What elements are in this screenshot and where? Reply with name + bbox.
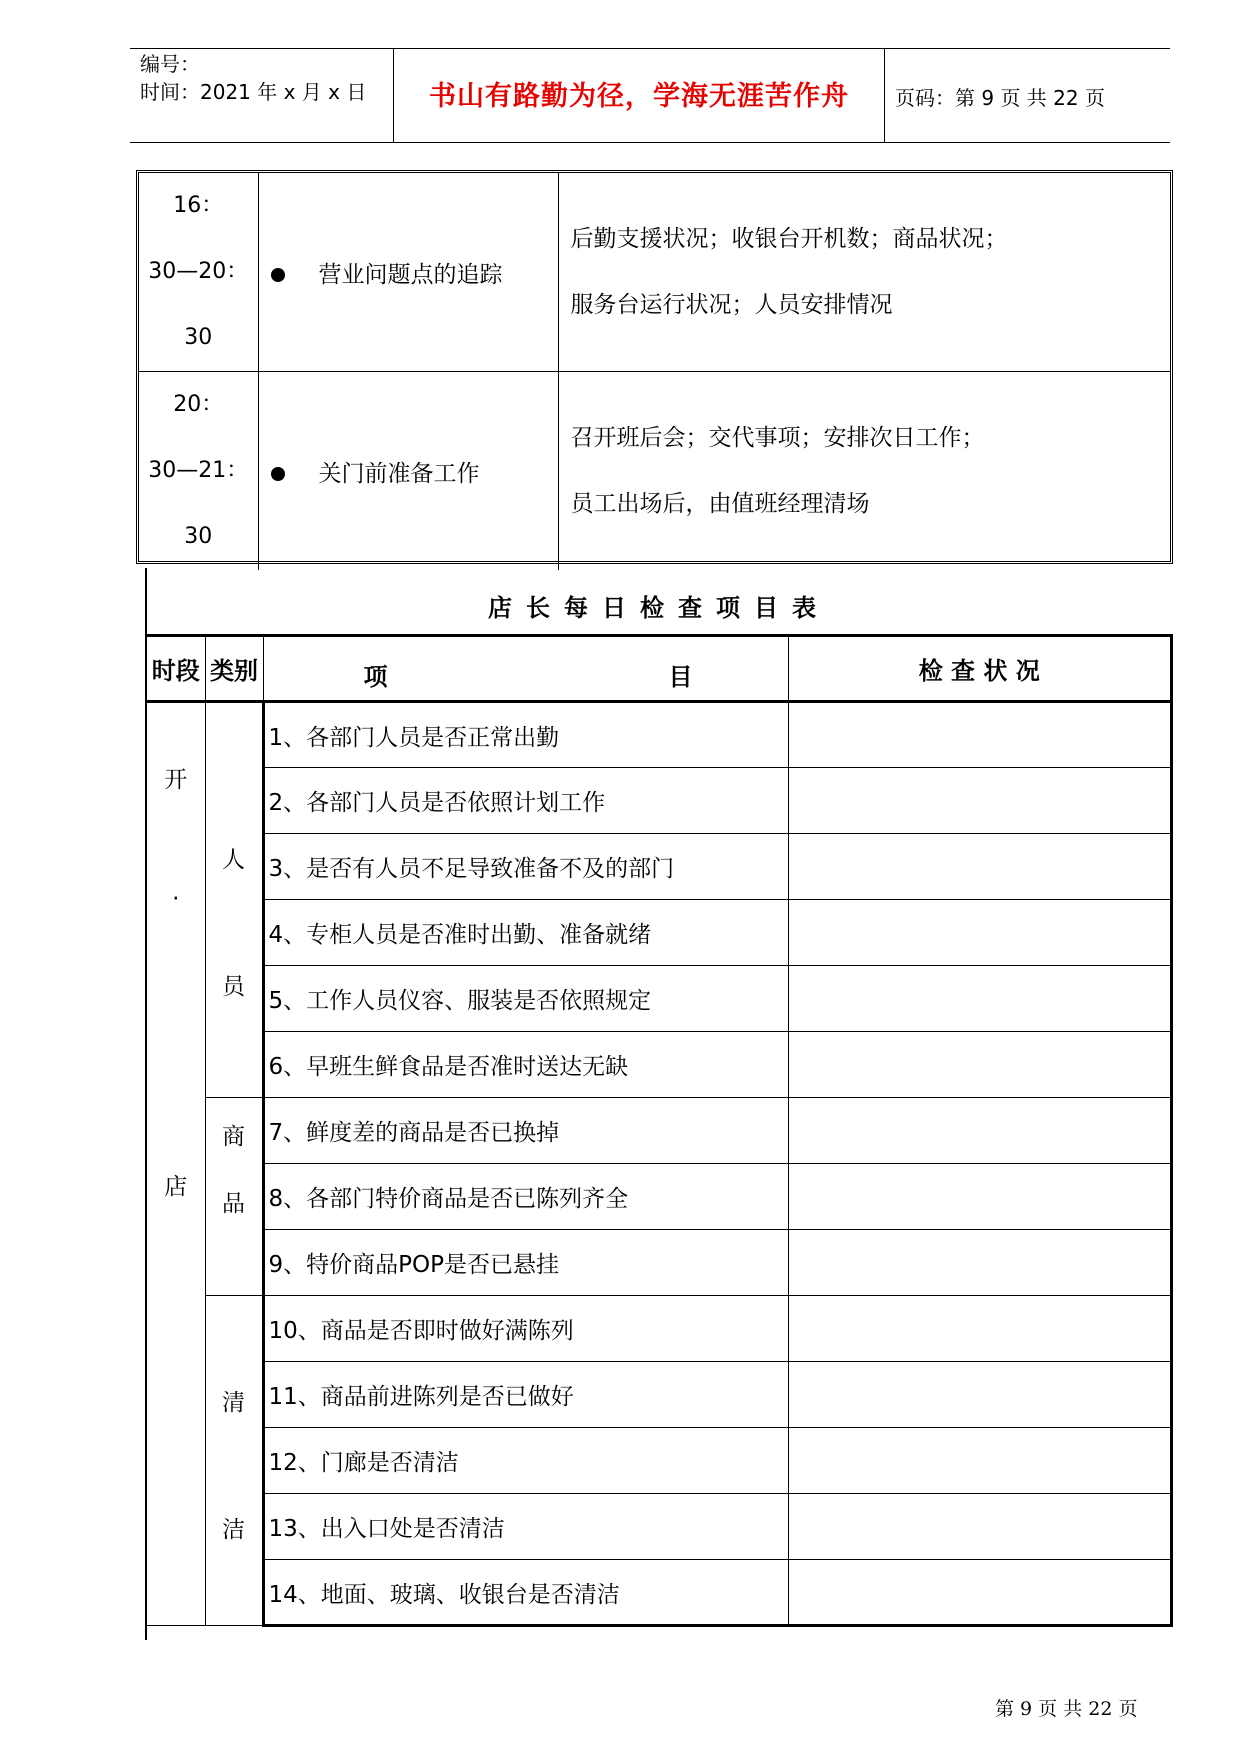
table-row <box>146 1032 1172 1098</box>
task-label: 营业问题点的追踪 <box>318 261 503 288</box>
category-char: 品 <box>222 1191 245 1217</box>
status-cell[interactable] <box>788 768 1172 834</box>
table-row <box>146 1098 1172 1164</box>
header-item-right: 目 <box>668 663 693 691</box>
period-cell <box>146 702 205 1626</box>
table-row <box>146 966 1172 1032</box>
check-item: 14、地面、玻璃、收银台是否清洁 <box>263 1560 788 1626</box>
time-line: 30—21： <box>148 458 249 483</box>
check-item: 9、特价商品POP是否已悬挂 <box>263 1230 788 1296</box>
status-cell[interactable] <box>788 1098 1172 1164</box>
detail-line: 服务台运行状况；人员安排情况 <box>570 292 893 318</box>
header-period: 时段 <box>146 636 205 702</box>
header-top-rule <box>130 48 1170 49</box>
header-status: 检 查 状 况 <box>788 636 1172 702</box>
check-item: 11、商品前进陈列是否已做好 <box>263 1362 788 1428</box>
header-item-left: 项 <box>363 663 388 691</box>
category-cell <box>205 1098 263 1296</box>
table-row <box>146 834 1172 900</box>
check-item: 13、出入口处是否清洁 <box>263 1494 788 1560</box>
table-row <box>146 1230 1172 1296</box>
bullet-icon <box>271 268 285 282</box>
check-item: 4、专柜人员是否准时出勤、准备就绪 <box>263 900 788 966</box>
table-row <box>146 1494 1172 1560</box>
check-item: 7、鲜度差的商品是否已换掉 <box>263 1098 788 1164</box>
check-item: 1、各部门人员是否正常出勤 <box>263 702 788 768</box>
check-item: 6、早班生鲜食品是否准时送达无缺 <box>263 1032 788 1098</box>
time-line: 30 <box>184 325 213 350</box>
checklist-title: 店长每日检查项目表 <box>488 594 830 622</box>
table-row <box>146 1428 1172 1494</box>
status-cell[interactable] <box>788 1428 1172 1494</box>
time-line: 30 <box>184 524 213 549</box>
schedule-row <box>139 173 1170 372</box>
schedule-task <box>258 372 558 571</box>
status-cell[interactable] <box>788 1362 1172 1428</box>
status-cell[interactable] <box>788 1230 1172 1296</box>
table-row <box>146 1362 1172 1428</box>
category-char: 洁 <box>222 1517 245 1543</box>
header-bottom-rule <box>130 142 1170 143</box>
header-divider <box>884 48 885 143</box>
status-cell[interactable] <box>788 966 1172 1032</box>
table-row <box>146 768 1172 834</box>
status-cell[interactable] <box>788 1032 1172 1098</box>
bullet-icon <box>271 467 285 481</box>
table-row <box>146 702 1172 768</box>
category-cell <box>205 702 263 1098</box>
schedule-details <box>558 173 1170 372</box>
schedule-time <box>139 372 258 571</box>
check-item: 10、商品是否即时做好满陈列 <box>263 1296 788 1362</box>
checklist-header-row <box>146 636 1172 702</box>
schedule-row <box>139 372 1170 571</box>
table-row <box>146 1164 1172 1230</box>
check-item: 2、各部门人员是否依照计划工作 <box>263 768 788 834</box>
task-label: 关门前准备工作 <box>318 460 480 487</box>
check-item: 12、门廊是否清洁 <box>263 1428 788 1494</box>
header-page-info: 页码：第 9 页 共 22 页 <box>895 86 1105 110</box>
time-line: 30—20： <box>148 259 249 284</box>
schedule-table <box>136 170 1173 564</box>
status-cell[interactable] <box>788 834 1172 900</box>
header-category: 类别 <box>205 636 263 702</box>
status-cell[interactable] <box>788 900 1172 966</box>
header-item <box>263 636 788 702</box>
category-char: 员 <box>222 974 245 1000</box>
table-row <box>146 1560 1172 1626</box>
table-row <box>146 900 1172 966</box>
category-char: 商 <box>222 1124 245 1150</box>
period-char: 店 <box>164 1174 188 1200</box>
time-line: 16： <box>173 193 224 218</box>
checklist-table <box>145 634 1173 1627</box>
time-line: 20： <box>173 392 224 417</box>
document-number-label: 编号： <box>140 52 200 76</box>
status-cell[interactable] <box>788 1164 1172 1230</box>
check-item: 5、工作人员仪容、服装是否依照规定 <box>263 966 788 1032</box>
status-cell[interactable] <box>788 702 1172 768</box>
document-time-label: 时间：2021 年 x 月 x 日 <box>140 80 367 104</box>
status-cell[interactable] <box>788 1296 1172 1362</box>
schedule-task <box>258 173 558 372</box>
status-cell[interactable] <box>788 1494 1172 1560</box>
category-cell <box>205 1296 263 1626</box>
period-char: · <box>172 886 180 912</box>
schedule-time <box>139 173 258 372</box>
period-char: 开 <box>164 767 188 793</box>
detail-line: 召开班后会；交代事项；安排次日工作； <box>570 425 985 451</box>
schedule-details <box>558 372 1170 571</box>
check-item: 8、各部门特价商品是否已陈列齐全 <box>263 1164 788 1230</box>
category-char: 清 <box>222 1390 245 1416</box>
detail-line: 员工出场后，由值班经理清场 <box>570 491 870 517</box>
header-meta <box>140 50 366 106</box>
table-row <box>146 1296 1172 1362</box>
header-motto: 书山有路勤为径，学海无涯苦作舟 <box>429 81 849 112</box>
footer-page-info: 第 9 页 共 22 页 <box>995 1698 1138 1720</box>
category-char: 人 <box>222 847 245 873</box>
check-item: 3、是否有人员不足导致准备不及的部门 <box>263 834 788 900</box>
status-cell[interactable] <box>788 1560 1172 1626</box>
detail-line: 后勤支援状况；收银台开机数；商品状况； <box>570 226 1008 252</box>
